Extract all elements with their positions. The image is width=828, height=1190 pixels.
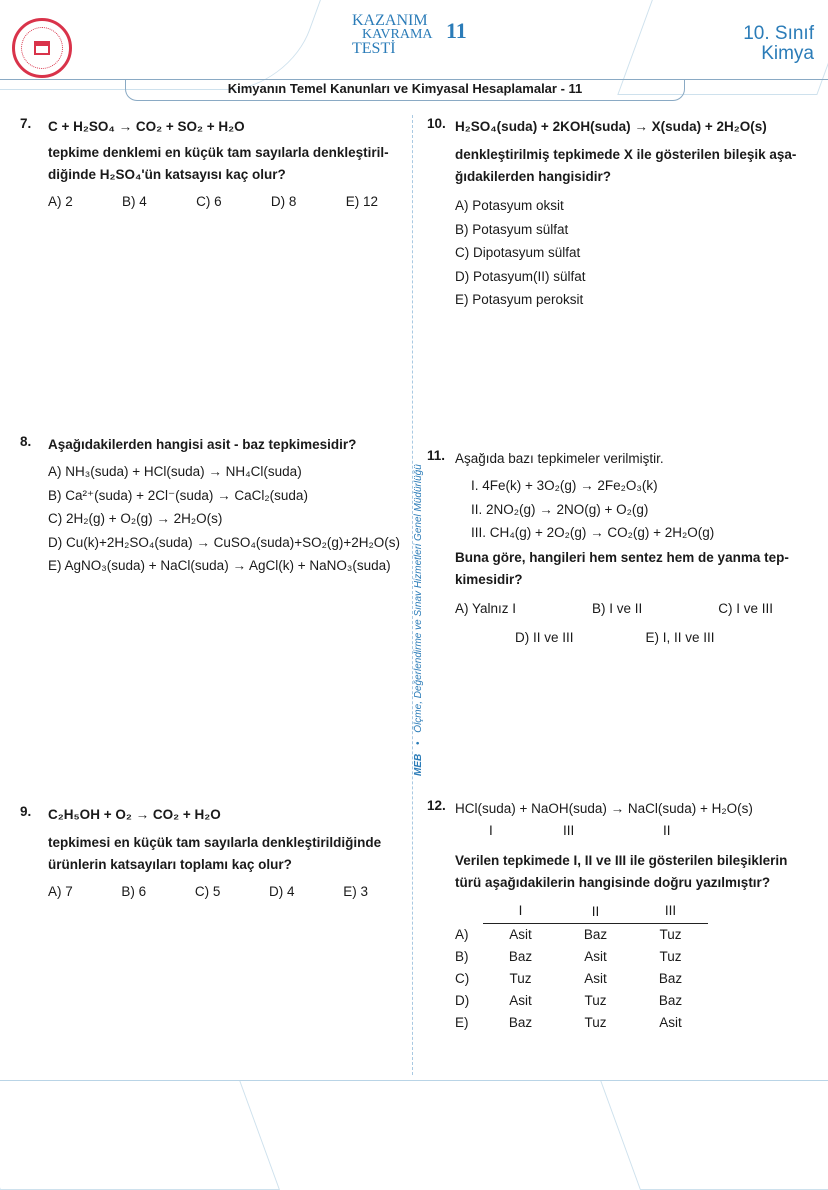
sidebar-bullet: • — [413, 741, 424, 745]
option-c[interactable] — [455, 968, 708, 990]
grade-label: 10. Sınıf — [743, 23, 814, 44]
option-a[interactable] — [455, 924, 708, 947]
cell: Baz — [583, 927, 608, 942]
option-b[interactable]: B) 4 — [122, 194, 147, 209]
option-a[interactable]: A) Potasyum oksit — [455, 198, 564, 213]
option-b[interactable]: B) Potasyum sülfat — [455, 221, 569, 237]
question-7 — [20, 116, 400, 214]
cell: Baz — [658, 971, 683, 986]
question-text: tepkimesi en küçük tam sayılarla denkleştirildiğinde ürünlerin katsayıları toplamı kaç olur? — [48, 835, 382, 872]
footer-line — [0, 1080, 828, 1081]
question-equation: HCl(suda) + NaOH(suda) → NaCl(suda) + H₂O(s) — [455, 801, 753, 816]
option-c[interactable]: C) Dipotasyum sülfat — [455, 245, 581, 260]
table-header — [455, 900, 708, 924]
question-11 — [427, 448, 807, 650]
sidebar-text — [413, 460, 424, 780]
kazanim-kavrama-testi-logo — [352, 14, 433, 56]
option-b[interactable]: B) 6 — [121, 884, 147, 899]
question-equation: H₂SO₄(suda) + 2KOH(suda) → X(suda) + 2H₂O(s) — [455, 119, 767, 134]
question-9 — [20, 804, 400, 904]
option-e[interactable]: E) I, II ve III — [645, 630, 715, 645]
cell: Tuz — [659, 927, 682, 942]
logo-line1: KAZANIM — [352, 12, 428, 29]
question-text: Aşağıdakilerden hangisi asit - baz tepkimesidir? — [48, 437, 357, 452]
title-banner — [125, 79, 685, 101]
reaction-1: I. 4Fe(k) + 3O₂(g) → 2Fe₂O₃(k) — [471, 478, 658, 493]
cell: Asit — [509, 993, 532, 1008]
row-label: A) — [455, 926, 469, 942]
question-text: tepkime denklemi en küçük tam sayılarla denkleştiril-diğinde H₂SO₄'ün katsayısı kaç olur? — [48, 145, 389, 182]
cell: Asit — [659, 1015, 682, 1030]
header-iii: III — [633, 900, 708, 924]
question-number: 9. — [20, 804, 32, 819]
cell: Baz — [508, 1015, 533, 1030]
cell: Asit — [509, 927, 532, 942]
cell: Tuz — [584, 993, 607, 1008]
header-i: I — [483, 900, 558, 924]
option-c[interactable]: C) 5 — [194, 884, 221, 899]
question-text: Verilen tepkimede I, II ve III ile gösterilen bileşiklerin türü aşağıdakilerin hangisinde doğru yazılmıştır? — [455, 853, 788, 890]
option-d[interactable] — [455, 990, 708, 1012]
option-d[interactable]: D) 8 — [270, 194, 297, 209]
option-d[interactable]: D) Cu(k)+2H₂SO₄(suda) → CuSO₄(suda)+SO₂(g)+2H₂O(s) — [48, 534, 400, 550]
footer-decoration-right — [600, 1080, 828, 1190]
row-label: B) — [455, 949, 469, 964]
label-iii: III — [563, 823, 575, 838]
option-d[interactable]: D) 4 — [269, 884, 295, 899]
question-number: 7. — [20, 116, 32, 131]
question-number: 10. — [427, 116, 446, 131]
cell: Tuz — [509, 971, 532, 986]
reaction-3: III. CH₄(g) + 2O₂(g) → CO₂(g) + 2H₂O(g) — [471, 525, 715, 540]
row-label: E) — [455, 1015, 469, 1030]
test-number: 11 — [446, 18, 467, 43]
sidebar-org: MEB — [413, 753, 424, 776]
option-e[interactable]: E) AgNO₃(suda) + NaCl(suda) → AgCl(k) + NaNO₃(suda) — [48, 558, 391, 573]
question-10 — [427, 116, 807, 312]
answer-table — [455, 900, 708, 1034]
logo-line2: KAVRAMA — [362, 27, 433, 42]
option-e[interactable]: E) 12 — [345, 194, 378, 209]
logo-line3: TESTİ — [352, 40, 396, 57]
label-ii: II — [663, 823, 671, 838]
question-text: denkleştirilmiş tepkimede X ile gösterilen bileşik aşa-ğıdakilerden hangisidir? — [455, 147, 797, 184]
option-e[interactable]: E) Potasyum peroksit — [455, 292, 584, 307]
footer-decoration-left — [0, 1080, 280, 1190]
option-d[interactable]: D) II ve III — [515, 630, 574, 645]
row-label: D) — [455, 993, 470, 1008]
question-12 — [427, 798, 807, 1034]
cell: Asit — [584, 971, 607, 986]
question-equation: C₂H₅OH + O₂ → CO₂ + H₂O — [48, 807, 221, 822]
page-title: Kimyanın Temel Kanunları ve Kimyasal Hesaplamalar - 11 — [227, 81, 583, 96]
sidebar-dept: Ölçme, Değerlendirme ve Sınav Hizmetleri Genel Müdürlüğü — [413, 464, 424, 733]
option-a[interactable]: A) Yalnız I — [455, 600, 517, 616]
cell: Baz — [658, 993, 683, 1008]
question-number: 12. — [427, 798, 446, 813]
option-b[interactable]: B) I ve II — [592, 600, 643, 616]
cell: Baz — [508, 949, 533, 964]
option-b[interactable] — [455, 946, 708, 968]
option-c[interactable]: C) 2H₂(g) + O₂(g) → 2H₂O(s) — [48, 511, 223, 526]
subject-label: Kimya — [761, 43, 814, 64]
reaction-2: II. 2NO₂(g) → 2NO(g) + O₂(g) — [471, 501, 649, 517]
label-i: I — [489, 823, 493, 838]
question-intro: Aşağıda bazı tepkimeler verilmiştir. — [455, 451, 664, 466]
option-a[interactable]: A) 7 — [48, 884, 73, 899]
option-b[interactable]: B) Ca²⁺(suda) + 2Cl⁻(suda) → CaCl₂(suda) — [48, 487, 308, 503]
question-number: 8. — [20, 434, 32, 449]
cell: Tuz — [584, 1015, 607, 1030]
question-8 — [20, 434, 400, 578]
option-a[interactable]: A) NH₃(suda) + HCl(suda) → NH₄Cl(suda) — [48, 464, 302, 479]
option-a[interactable]: A) 2 — [48, 194, 73, 209]
option-c[interactable]: C) 6 — [196, 194, 222, 209]
cell: Asit — [584, 949, 607, 964]
question-text: Buna göre, hangileri hem sentez hem de yanma tep-kimesidir? — [455, 549, 789, 587]
row-label: C) — [455, 971, 470, 986]
option-e[interactable]: E) 3 — [343, 884, 368, 899]
option-c[interactable]: C) I ve III — [718, 600, 773, 616]
question-number: 11. — [427, 448, 446, 463]
grade-subject — [743, 24, 814, 64]
header-ii: II — [558, 900, 633, 924]
meb-seal-logo — [12, 18, 72, 78]
question-equation: C + H₂SO₄ → CO₂ + SO₂ + H₂O — [48, 119, 245, 134]
option-e[interactable] — [455, 1012, 708, 1034]
option-d[interactable]: D) Potasyum(II) sülfat — [455, 268, 586, 284]
cell: Tuz — [659, 949, 682, 964]
